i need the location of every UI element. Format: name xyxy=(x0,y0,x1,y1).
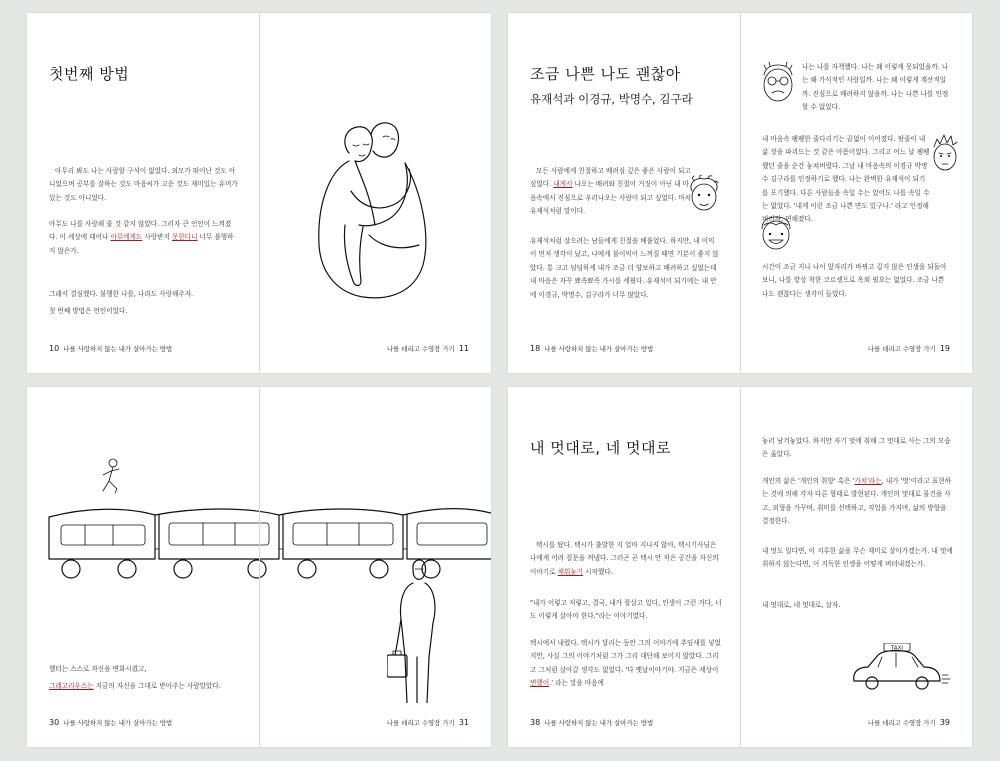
curly-hair-face-icon xyxy=(686,175,722,215)
page-footer xyxy=(49,718,172,727)
glasses-face-icon xyxy=(758,61,798,105)
text: .' 라는 말을 마음에 xyxy=(549,679,604,688)
page-footer xyxy=(387,344,469,353)
page-title: 내 멋대로, 네 멋대로 xyxy=(530,439,671,457)
book-spread-10-11 xyxy=(27,13,491,373)
page-footer xyxy=(868,718,950,727)
paragraph xyxy=(530,539,722,579)
underlined-text: 가치'라는 xyxy=(854,477,882,485)
text: 사랑받지 xyxy=(142,233,172,242)
page-number: 30 xyxy=(49,718,60,727)
running-title: 나를 데리고 수영장 가기 xyxy=(386,719,455,727)
paragraph: 내 멋대로, 네 멋대로, 살자. xyxy=(762,601,841,609)
page-number: 31 xyxy=(458,718,469,727)
text: 시작했다. xyxy=(583,567,613,576)
page-11 xyxy=(259,13,491,373)
taxi-illustration xyxy=(848,643,954,699)
page-19 xyxy=(740,13,972,373)
taxi-sign-text: TAXI xyxy=(890,645,904,652)
running-title: 나를 사랑하지 않는 내가 살아가는 방법 xyxy=(63,719,173,727)
running-title: 나를 사랑하지 않는 내가 살아가는 방법 xyxy=(544,719,654,727)
page-number: 19 xyxy=(939,344,950,353)
page-footer xyxy=(530,344,653,353)
book-spread-18-19 xyxy=(508,13,972,373)
underlined-text: 변했어 xyxy=(530,679,550,688)
text: 모든 사람에게 친절하고 배려심 깊은 좋은 사람이 되고 싶었다. xyxy=(530,167,691,189)
paragraph xyxy=(49,680,259,693)
text: 택시를 탔다. 택시가 출발한 지 얼마 지나지 않아, 택시기사님은 나에게 어려 질문을 꺼냈다. 그러곤 곧 택시 안 작은 공간을 자신의 이야기로 xyxy=(530,541,719,576)
page-footer xyxy=(387,718,469,727)
page-title: 조금 나쁜 나도 괜찮아 xyxy=(530,65,681,83)
text: , 내가 '멋'이라고 표현하는 것에 의해 각자 다른 형태로 발현된다. 개인의 멋대로 물건을 사고, 외형을 가꾸며, 취미를 선택하고, 직업을 가지며, 삶의 방향을 결정한다. xyxy=(762,477,951,526)
smiling-face-icon xyxy=(758,213,794,253)
text: 지금의 자신을 그대로 받아주는 사람말았다. xyxy=(93,682,221,690)
page-18 xyxy=(508,13,740,373)
underlined-text: 채워놓기 xyxy=(557,567,584,576)
paragraph xyxy=(530,637,722,691)
paragraph xyxy=(762,475,954,529)
paragraph: 헬터는 스스로 자신을 변화시켰고, xyxy=(49,665,147,673)
page-number: 11 xyxy=(458,344,469,353)
paragraph: 내 멋도 일다면, 이 지루한 삶을 무슨 재미로 살아가겠는가. 내 멋에 취하지 않는다면, 이 지독한 인생을 어떻게 버텨내겠는가. xyxy=(762,547,953,569)
paragraph: 아무리 봐도 나는 사랑할 구석이 없었다. 외모가 뛰어난 것도 아니었으며 공부를 잘하는 것도 마음씨가 고운 것도 재미있는 유머가 있는 것도 아니었다. xyxy=(49,167,238,202)
page-footer xyxy=(49,344,172,353)
paragraph: 나는 나를 자책했다. 나는 왜 이렇게 못되었을까. 나는 왜 가식적인 사람일까. 나는 왜 이렇게 계산적일까. 진심으로 배려하지 않을까. 나는 나쁜 나를 인정할 수 없었다. xyxy=(802,63,949,112)
spiky-hair-face-icon xyxy=(930,133,960,173)
page-number: 18 xyxy=(530,344,541,353)
paragraph: "내가 이렇고 저렇고, 결국, 내가 잘살고 있다, 인생이 그런 거다, 너도 이렇게 살아야 한다."라는 이야기였다. xyxy=(530,599,722,621)
page-30 xyxy=(27,387,259,747)
paragraph: 첫 번째 방법은 언인이었다. xyxy=(49,307,128,315)
running-title: 나를 데리고 수영장 가기 xyxy=(867,345,936,353)
underlined-text: 못한다니 xyxy=(171,233,198,242)
running-title: 나를 데리고 수영장 가기 xyxy=(867,719,936,727)
page-footer xyxy=(868,344,950,353)
text: 나오는 배려와 친절이 거짓이 아닌 내 마음속에서 진심으로 우러나오는 사람이 되고 싶었다. 마치 유재석처럼 말이다. xyxy=(530,180,692,216)
page-number: 38 xyxy=(530,718,541,727)
paragraph: 시간이 조금 지나 나이 앞자리가 바뀌고 깊지 않은 인생을 되돌아보니, 나를 항상 착한 코르셋으로 옥죄 필요는 없었다. 조금 나쁜 나도 괜찮다는 생각이 들었다. xyxy=(762,263,947,298)
paragraph: 그래서 결심했다. 불행한 나를, 나라도 사랑해주자. xyxy=(49,290,194,298)
paragraph: 유재석처럼 살으려는 남들에게 친절을 베풀었다. 하지만, 내 이익이 먼저 생각이 났고, 나에게 불이익이 느껴질 때면 기분이 좋지 않았다. 통 크고 덤덤하게 내가 조금 더 양보하고 배려하고 싶었는데 내 마음은 자꾸 뾰족뾰족 가시를 세웠다. 유재석이 되기에는 내 안에 이경규, 박명수, 김구라가 너무 많았다. xyxy=(530,237,719,299)
page-38 xyxy=(508,387,740,747)
text: 아무도 나를 사랑해 줄 것 같지 않았다. 그러자 큰 언인이 느껴졌다. 이 세상에 태어나 xyxy=(49,220,232,242)
page-title: 첫번째 방법 xyxy=(49,65,130,83)
page-31 xyxy=(259,387,491,747)
paragraph: 놓러 남겨놓았다. 하지만 자기 멋에 취해 그 멋대로 사는 그의 모습은 옳았다. xyxy=(762,437,951,459)
text: 개인의 삶은 '개인의 취향' 혹은 ' xyxy=(762,477,855,485)
underlined-text: 내게서 xyxy=(553,180,573,189)
paragraph: 내 마음속 팽팽한 줄다리기는 끝없이 이어졌다. 팟줄이 내 삶 장을 파괴드는 것 같은 아픔이었다. 그리고 어느 날 팽팽했던 줄을 순간 놓쳐버렸다. 그날 내 마음속의 이경규 박명수 김구라를 인정하기로 했다. 나는 완벽한 유재석이 되기를 포기했다. 다른 사람들을 속일 수는 있어도 나를 속일 수는 없었다. '내게 이런 조금 나쁜 면도 있구나.' 라고 인정해버리자, 편해졌다. xyxy=(762,135,930,224)
book-spread-30-31 xyxy=(27,387,491,747)
page-number: 10 xyxy=(49,344,60,353)
page-number: 39 xyxy=(939,718,950,727)
underlined-text: 아무에게도 xyxy=(110,233,143,242)
underlined-text: 그레고리우스는 xyxy=(49,682,94,690)
paragraph xyxy=(49,218,239,258)
running-title: 나를 사랑하지 않는 내가 살아가는 방법 xyxy=(544,345,654,353)
page-39 xyxy=(740,387,972,747)
text: 택시에서 내렸다. 택시가 달리는 동안 그의 이야기에 추임새를 넣었지만, 사실 그의 이야기처럼 그가 그리 대단해 보이지 않았다. 그리고 그처럼 살아갈 생각도 없었다. '다 옛날이야기야. 지금은 세상이 xyxy=(530,639,721,674)
paragraph xyxy=(530,165,695,219)
page-footer xyxy=(530,718,653,727)
hugging-couple-illustration xyxy=(309,115,449,305)
text: 너무 불행하지 않은가. xyxy=(49,233,234,255)
running-title: 나를 사랑하지 않는 내가 살아가는 방법 xyxy=(63,345,173,353)
page-subtitle: 유재석과 이경규, 박명수, 김구라 xyxy=(530,92,693,106)
page-10 xyxy=(27,13,259,373)
book-spread-38-39 xyxy=(508,387,972,747)
running-title: 나를 데리고 수영장 가기 xyxy=(386,345,455,353)
